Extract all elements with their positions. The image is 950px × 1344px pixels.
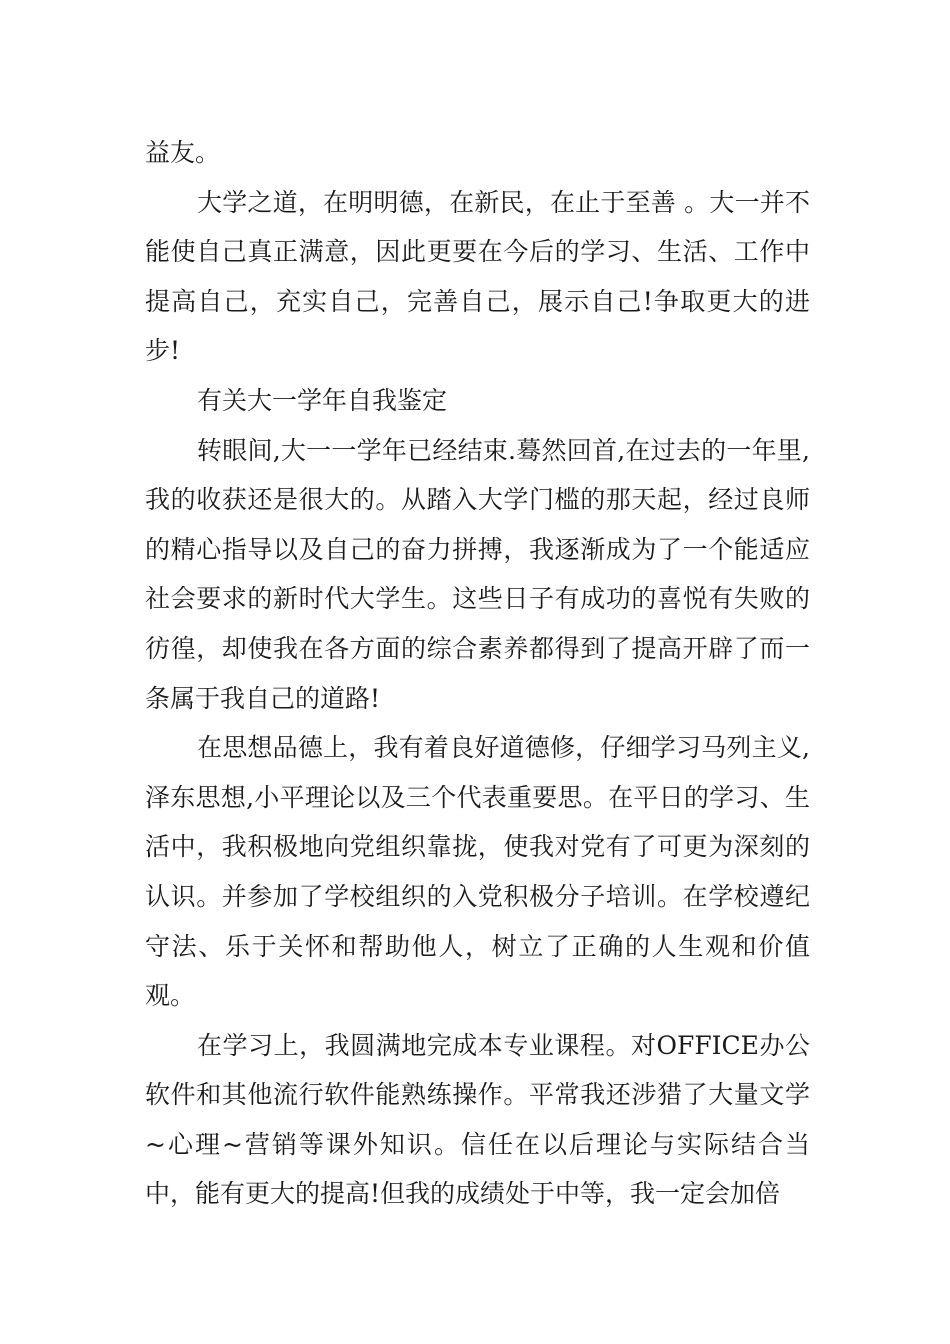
paragraph-2: 大学之道，在明明德，在新民，在止于至善 。大一并不能使自己真正满意，因此更要在今后的学习、生活、工作中提高自己，充实自己，完善自己，展示自己!争取更大的进步! [145,187,810,366]
paragraph-5: 在思想品德上，我有着良好道德修，仔细学习马列主义,泽东思想,小平理论以及三个代表重要思。在平日的学习、生活中，我积极地向党组织靠拢，使我对党有了可更为深刻的认识。并参加了学校组织的入党积极分子培训。在学校遵纪守法、乐于关怀和帮助他人，树立了正确的人生观和价值观。 [145,733,810,1011]
paragraph-6: 在学习上，我圆满地完成本专业课程。对OFFICE办公软件和其他流行软件能熟练操作。平常我还涉猎了大量文学~心理~营销等课外知识。信任在以后理论与实际结合当中，能有更大的提高!但我的成绩处于中等，我一定会加倍 [145,1030,810,1209]
paragraph-4: 转眼间,大一一学年已经结束.蓦然回首,在过去的一年里,我的收获还是很大的。从踏入大学门槛的那天起，经过良师的精心指导以及自己的奋力拼搏，我逐渐成为了一个能适应社会要求的新时代大学生。这些日子有成功的喜悦有失败的彷徨，却使我在各方面的综合素养都得到了提高开辟了而一条属于我自己的道路! [145,435,810,713]
paragraph-1: 益友。 [145,138,221,167]
section-heading: 有关大一学年自我鉴定 [197,385,448,415]
document-body [145,128,810,1219]
